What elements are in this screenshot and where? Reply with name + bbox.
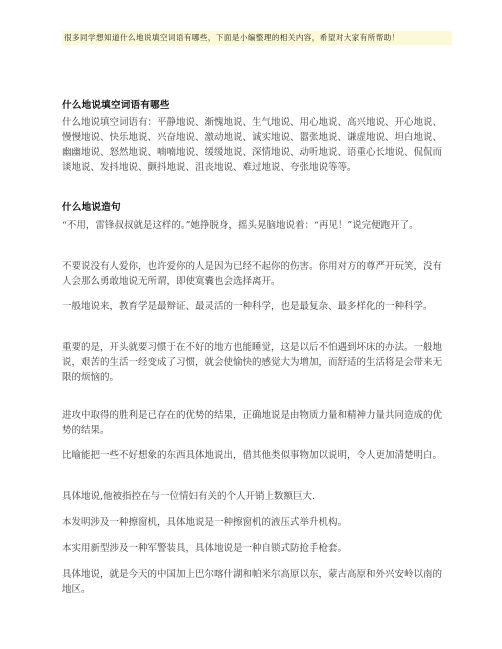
- example-paragraph: 比喻能把一些不好想象的东西具体地说出，借其他类似事物加以说明，令人更加清楚明白。: [62, 450, 443, 461]
- section-heading-phrases: 什么地说填空词语有哪些: [62, 100, 170, 111]
- example-paragraph: 不要说没有人爱你，也许爱你的人是因为已经不起你的伤害。你用对方的尊严开玩笑，没有人会那么勇敢地说无所谓，即使寞囊也会选择离开。: [62, 261, 443, 287]
- phrases-paragraph: 什么地说填空词语有：平静地说、渐愧地说、生气地说、用心地说、高兴地说、开心地说、慢慢地说、快乐地说、兴奋地说、激动地说、诚实地说、嚣张地说、谦虚地说、坦白地说、幽幽地说、怒然地说、喃喃地说、缓缓地说、深情地说、动听地说、语重心长地说、侃侃而谈地说、发抖地说、颤抖地说、沮丧地说、难过地说、夸张地说等等。: [62, 117, 443, 173]
- example-paragraph: 本实用新型涉及一种军警装具，具体地说是一种自锁式防抢手枪套。: [62, 543, 348, 554]
- example-paragraph: 重要的是，开头就要习惯于在不好的地方也能睡觉，这是以后不怕遇到坏床的办法。一般地说，艰苦的生活一经变成了习惯，就会使愉快的感觉大为增加，而舒适的生活将是会带来无限的烦恼的。: [62, 342, 443, 383]
- example-paragraph: 一般地说来，教育学是最辩证、最灵活的一种科学，也是最复杂、最多样化的一种科学。: [62, 301, 433, 312]
- section-heading-sentences: 什么地说造句: [62, 202, 121, 213]
- example-paragraph: 具体地说，就是今天的中国加上巴尔喀什湖和帕米尔高原以东，蒙古高原和外兴安岭以南的地区。: [62, 569, 443, 595]
- intro-text: 很多同学想知道什么地说填空词语有哪些，下面是小编整理的相关内容，希望对大家有所帮助！: [62, 31, 452, 45]
- example-paragraph: 具体地说,他被指控在与一位情妇有关的个人开销上数额巨大.: [62, 491, 316, 502]
- example-paragraph: 本发明涉及一种擦窗机，具体地说是一种擦窗机的液压式举升机构。: [62, 517, 348, 528]
- example-paragraph: 进攻中取得的胜利是已存在的优势的结果，正确地说是由物质力量和精神力量共同造成的优势的结果。: [62, 410, 443, 436]
- example-paragraph: “不用，雷锋叔叔就是这样的。”她挣脱身，摇头晃脑地说着：“再见！”说完便跑开了。: [62, 220, 419, 231]
